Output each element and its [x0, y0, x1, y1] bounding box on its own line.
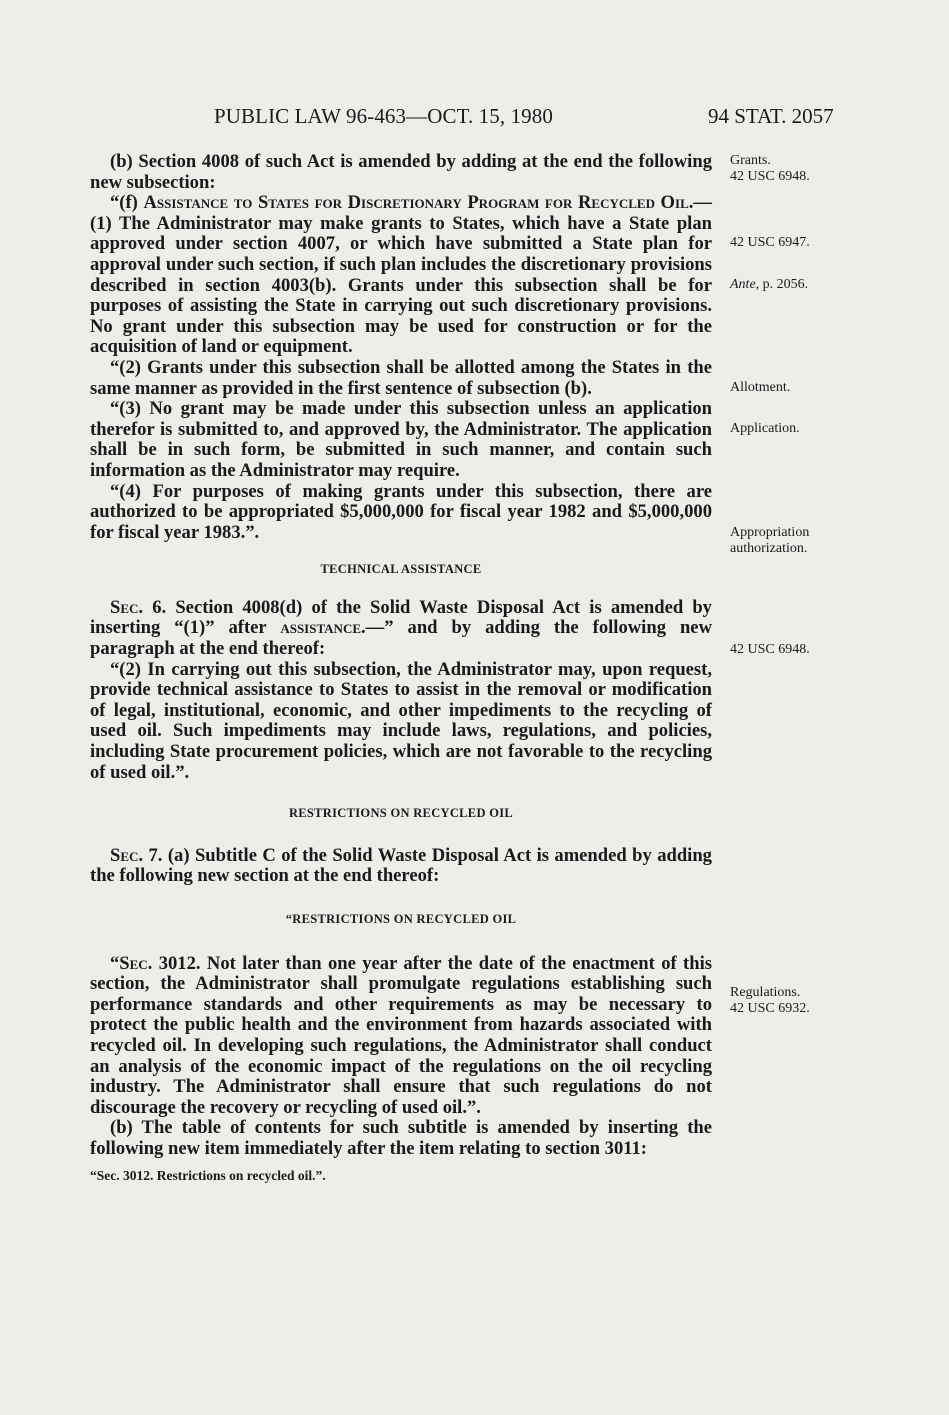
margin-note-ante	[730, 277, 940, 293]
section-7	[90, 846, 712, 887]
margin-note-text: Appropriation	[730, 525, 810, 540]
page-number: 94 STAT. 2057	[708, 104, 834, 128]
section-7-text: (a) Subtitle C of the Solid Waste Disposal Act is amended by adding the following new section at the end thereof:	[90, 844, 712, 887]
section-heading-restrictions: RESTRICTIONS ON RECYCLED OIL	[288, 806, 514, 821]
margin-note-text	[730, 277, 940, 293]
margin-note-citation-6947	[730, 235, 940, 251]
section-6-text-a: Section 4008(d) of the Solid Waste Disposal Act is amended by inserting “(1)” after	[90, 596, 712, 639]
margin-note-text: authorization.	[730, 541, 808, 556]
margin-note-text: Grants.	[730, 153, 771, 168]
margin-note-text: Regulations.	[730, 985, 801, 1000]
paragraph-4: “(4) For purposes of making grants under this subsection, there are authorized to be appropriated $5,000,000 for fiscal year 1982 and $5,000,000 for fiscal year 1983.”.	[90, 480, 712, 543]
section-6-paragraph-2: “(2) In carrying out this subsection, the Administrator may, upon request, provide technical assistance to States to assist in the removal or modification of legal, institutional, economic, and other impediments to the recycling of used oil. Such impediments may include laws, regulations, and policies, including State procurement policies, which are not favorable to the recycling of used oil.”.	[90, 658, 712, 783]
margin-note-page: p. 2056.	[759, 277, 809, 292]
section-3012-label: “Sec. 3012.	[110, 952, 201, 974]
section-heading-new-section: “RESTRICTIONS ON RECYCLED OIL	[285, 912, 517, 926]
section-6-text-b: —” and by adding the following new paragraph at the end thereof:	[90, 617, 712, 660]
margin-note-grants	[730, 153, 940, 185]
margin-note-allotment	[730, 380, 940, 396]
section-heading-technical-assistance: TECHNICAL ASSISTANCE	[320, 562, 482, 577]
running-header-title: PUBLIC LAW 96-463—OCT. 15, 1980	[214, 104, 553, 128]
paragraph-b-toc: (b) The table of contents for such subtitle is amended by inserting the following new item immediately after the item relating to section 3011:	[90, 1117, 712, 1159]
section-3012-text: Not later than one year after the date of the enactment of this section, the Administrator shall promulgate regulations establishing such performance standards and other requirements as may be necessary to protect the public health and the environment from hazards associated with recycled oil. In developing such regulations, the Administrator shall conduct an analysis of the economic impact of the regulations on the oil recycling industry. The Administrator shall ensure that such regulations do not discourage the recovery or recycling of used oil.”.	[90, 952, 712, 1118]
margin-note-text: Allotment.	[730, 380, 791, 395]
margin-note-regulations	[730, 985, 940, 1017]
margin-note-italic: Ante,	[730, 277, 760, 292]
section-6	[90, 598, 712, 660]
section-6-caps: assistance.	[280, 617, 366, 639]
margin-note-citation-6948	[730, 642, 940, 658]
margin-note-citation: 42 USC 6948.	[730, 169, 810, 184]
margin-note-citation: 42 USC 6932.	[730, 1001, 810, 1016]
paragraph-2: “(2) Grants under this subsection shall be allotted among the States in the same manner as provided in the first sentence of subsection (b).	[90, 356, 712, 399]
quote-lead: “(f)	[110, 192, 144, 214]
paragraph-b: (b) Section 4008 of such Act is amended by adding at the end the following new subsection:	[90, 151, 712, 193]
section-6-label: Sec. 6.	[110, 596, 167, 618]
margin-note-citation: 42 USC 6948.	[730, 642, 810, 657]
section-3012	[90, 954, 712, 1119]
section-7-label: Sec. 7.	[110, 844, 163, 866]
paragraph-3: “(3) No grant may be made under this subsection unless an application therefor is submitted to, and approved by, the Administrator. The application shall be in such form, be submitted in such manner, and contain such information as the Administrator may require.	[90, 398, 712, 481]
margin-note-citation: 42 USC 6947.	[730, 235, 810, 250]
margin-note-appropriation	[730, 525, 940, 557]
margin-note-application	[730, 421, 940, 437]
main-text	[90, 152, 712, 1186]
toc-entry: “Sec. 3012. Restrictions on recycled oil.”.	[90, 1167, 326, 1183]
margin-note-text: Application.	[730, 421, 800, 436]
paragraph-f	[90, 193, 712, 358]
subsection-text: —(1) The Administrator may make grants to States, which have a State plan approved under section 4007, or which have submitted a State plan for approval under such section, if such plan includes the discretionary provisions described in section 4003(b). Grants under this subsection shall be for purposes of assisting the State in carrying out such discretionary provisions. No grant under this subsection may be used for construction or for the acquisition of land or equipment.	[90, 192, 712, 358]
subsection-title: Assistance to States for Discretionary Program for Recycled Oil.	[143, 192, 694, 214]
